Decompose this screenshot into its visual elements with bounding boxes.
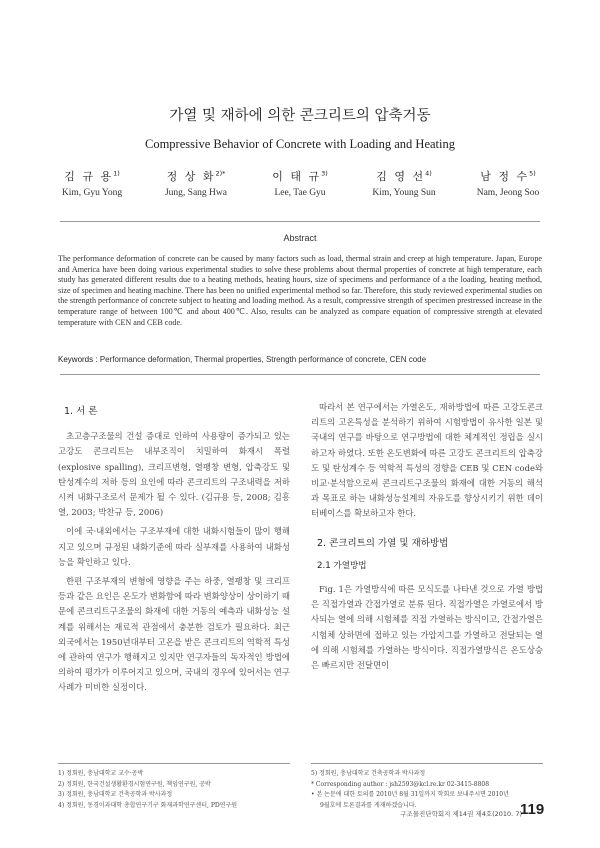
body-column-left — [58, 400, 290, 696]
author-affiliation-mark: 3) — [321, 169, 328, 178]
author-5 — [456, 168, 560, 198]
author-name-en: Jung, Sang Hwa — [164, 188, 227, 198]
keywords-label: Keywords : — [58, 355, 98, 364]
subsection-heading-heating-method: 2.1 가열방법 — [317, 560, 367, 571]
paper-title-english: Compressive Behavior of Concrete with Loading and Heating — [145, 137, 455, 151]
footnotes-left — [58, 769, 298, 811]
author-2 — [144, 168, 248, 198]
footnote: 9월호에 토론결과를 게재하겠습니다. — [320, 801, 417, 809]
author-list — [40, 168, 560, 198]
footnote: • 본 논문에 대한 토의를 2010년 8월 31일까지 학회로 보내주시면 2010년 — [311, 791, 509, 798]
author-affiliation-mark: 2)* — [215, 169, 226, 178]
footnote: 1) 정회원, 충남대학교 교수·공박 — [58, 770, 144, 777]
footnote: * Corresponding author : jsh2593@kcl.re.kr 02-3415-8808 — [311, 780, 490, 788]
footnote: 5) 정회원, 충남대학교 건축공학과 박사과정 — [311, 770, 426, 777]
author-affiliation-mark: 4) — [425, 169, 432, 178]
author-3 — [248, 168, 352, 198]
section-heading-heating-loading: 2. 콘크리트의 가열 및 재하방법 — [317, 537, 449, 549]
body-column-right — [311, 400, 543, 673]
author-name-en: Lee, Tae Gyu — [274, 188, 326, 198]
keywords — [58, 355, 542, 364]
abstract-heading: Abstract — [283, 233, 317, 243]
paragraph: Fig. 1은 가열방식에 따른 모식도를 나타낸 것으로 가열 방법은 직접가열과 간접가열로 분류 된다. 직접가열은 가열로에서 방사되는 열에 의해 시험체를 직접 가열하는 방식이고, 간접가열은 시험체 상하면에 접하고 있는 가압지그를 가열하고 전달되는 열에 의해 시험체를 가열하는 방식이다. 직접가열방식은 온도상승은 빠르지만 전달면이 — [311, 584, 543, 671]
author-name-ko: 남 정 수 — [480, 170, 530, 183]
footnote: 2) 정회원, 한국건설생활환경시험연구원, 책임연구원, 공박 — [58, 780, 211, 788]
author-name-ko: 정 상 화 — [166, 170, 216, 183]
author-4 — [352, 168, 456, 198]
footnotes-right — [311, 769, 546, 811]
author-1 — [40, 168, 144, 198]
footnote: 4) 정회원, 동경이과대학 총합연구기구 화재과학연구센터, PD연구원 — [58, 801, 238, 809]
page-number: 119 — [520, 801, 545, 818]
journal-citation: 구조물진단학회지 제14권 제4호(2010. 7) — [400, 810, 522, 818]
section-heading-introduction: 1. 서 론 — [64, 406, 98, 417]
author-name-en: Nam, Jeong Soo — [476, 188, 540, 198]
paragraph: 이에 국·내외에서는 구조부재에 대한 내화시험들이 많이 행해지고 있으며 규정된 내화기준에 따라 실부재를 사용하여 내화성능을 확인하고 있다. — [58, 526, 290, 567]
author-name-en: Kim, Young Sun — [372, 188, 436, 198]
divider-keywords — [60, 374, 540, 375]
author-affiliation-mark: 1) — [113, 169, 120, 178]
paragraph: 따라서 본 연구에서는 가열온도, 재하방법에 따른 고강도콘크리트의 고온특성을 분석하기 위하여 시험방법이 유사한 일본 및 국내의 연구를 바탕으로 연구방법에 대한 체계적인 정립을 실시하고자 하였다. 또한 온도변화에 따른 고강도 콘크리트의 압축강도 및 탄성계수 등 역학적 특성의 경향을 CEB 및 CEN code와 비교·분석함으로써 콘크리트구조물의 화재에 대한 거동의 해석과 목표로 하는 내화성능설계의 자유도를 향상시키기 위한 데이터베이스를 확보하고자 한다. — [311, 402, 543, 519]
footnote-rule-right — [311, 763, 543, 764]
footnote-rule-left — [58, 763, 290, 764]
paragraph: 초고층구조물의 건설 증대로 인하여 사용량이 증가되고 있는 고강도 콘크리트는 내부조직이 치밀하여 화재시 폭렬(explosive spalling), 크리프변형, 열팽창 변형, 압축강도 및 탄성계수의 저하 등의 요인에 따라 콘크리트의 구조내력을 저하시켜 내화구조로서 문제가 될 수 있다. (김규용 등, 2008; 김흥열, 2003; 박찬규 등, 2006) — [58, 431, 290, 518]
paper-title-korean: 가열 및 재하에 의한 콘크리트의 압축거동 — [169, 108, 431, 124]
abstract-body: The performance deformation of concrete can be caused by many factors such as load, thermal strain and creep at high temperature. Japan, Europe and America have been doing various experimental studies to solve these problems about thermal properties of concrete at high temperature, each study has generated different results due to a heating methods, heating hours, size of specimens and performance of a the loading, heating method, size of specimen and heating machine. There has been no unified experimental method so far. Therefore, this study reviewed experimental studies on the strength performance of concrete subject to heating and loading method. As a result, compressive strength of specimen prestressed increase in the temperature range of between 100℃ and about 400℃. Also, results can be analyzed as compare equation of compressive strength at elevated temperature with CEN and CEB code. — [58, 254, 542, 327]
paragraph: 한편 구조부재의 변형에 영향을 주는 하중, 열팽창 및 크리프 등과 같은 요인은 온도가 변화함에 따라 변화양상이 상이하기 때문에 콘크리트구조물의 화재에 대한 거동의 예측과 내화성능 설계를 위해서는 재료적 관점에서 충분한 검토가 필요하다. 최근 외국에서는 1950년대부터 고온을 받은 콘크리트의 역학적 특성에 관하여 연구가 행해지고 있지만 연구자들의 독자적인 방법에 의하여 평가가 이루어지고 있으며, 국내의 경우에 있어서는 연구사례가 미비한 실정이다. — [58, 576, 290, 693]
author-name-ko: 김 영 선 — [376, 170, 426, 183]
footnote: 3) 정회원, 충남대학교 건축공학과 박사과정 — [58, 791, 173, 798]
divider-top — [60, 221, 540, 222]
author-name-ko: 김 규 용 — [64, 170, 114, 183]
author-affiliation-mark: 5) — [529, 169, 536, 178]
author-name-en: Kim, Gyu Yong — [61, 188, 123, 198]
keywords-text: Performance deformation, Thermal properties, Strength performance of concrete, CEN code — [99, 355, 427, 364]
author-name-ko: 이 태 규 — [272, 170, 322, 183]
